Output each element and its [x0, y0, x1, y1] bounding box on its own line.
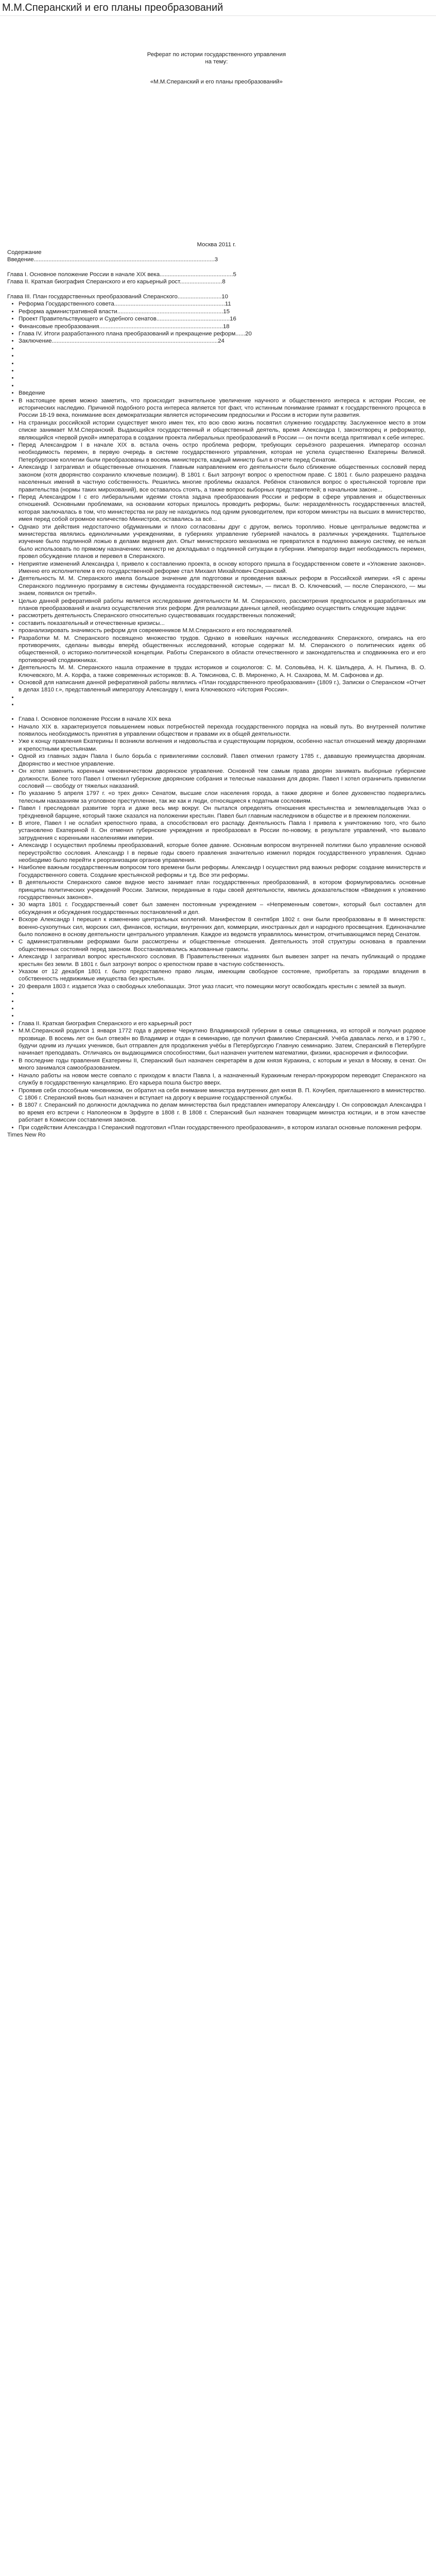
toc-bullet-item[interactable]: • Проект Правительствующего и Судебного сенатов.............................................16	[19, 315, 426, 323]
cover-city-year: Москва 2011 г.	[197, 242, 236, 248]
paragraph: • Уже к концу правления Екатерины II возникли волнения и недовольства и существующим порядком, особенно настал отношений между дворянами и крепостными крестьянами.	[19, 738, 426, 753]
paragraph: • Вскоре Александр I перешел к изменению центральных коллегий. Манифестом 8 сентября 1802 г. они были преобразованы в 8 министерств: военно-сухопутных сил, морских сил, финансов, юстиции, внутренних дел, коммерции, иностранных дел и народного просвещения. Единоначалие было положено в основу деятельности центрального управления. Каждое из ведомств управлялось министром, отчитывающимся перед Сенатом.	[19, 916, 426, 938]
chapter-1-section	[7, 716, 426, 1020]
document-body	[0, 16, 436, 1139]
toc-item[interactable]: Глава I. Основное положение России в начале XIX века.............................................5	[7, 271, 236, 278]
toc-item[interactable]: Введение...............................................................................................................3	[7, 257, 218, 263]
paragraph: • Целью данной реферативной работы является исследование деятельности М. М. Сперанского, рассмотрения предпосылок и разработанных им планов преобразований и анализ осуществления этих реформ. Для реализации данных целей, необходимо осуществить следующие задачи:	[19, 598, 426, 613]
page-title: М.М.Сперанский и его планы преобразований	[0, 0, 436, 16]
paragraph: • Начало работы на новом месте совпало с приходом к власти Павла I, а назначенный Куракиным генерал-прокурором переводит Сперанского на службу в государственную канцелярию. Его карьера пошла быстро вверх.	[19, 1072, 426, 1087]
paragraph: • По указанию 5 апреля 1797 г. «о трех днях» Сенатом, высшие слои населения города, а также дворяне и более духовенство подвергались телесным наказаниям за уголовное преступление, так же как и люди, относящиеся к податным сословиям.	[19, 790, 426, 805]
toc-heading: Содержание	[7, 249, 42, 256]
paragraph: • Однако эти действия недостаточно обдуманными и плохо согласованы друг с другом, велись торопливо. Новые центральные ведомства и министерства являлись единоличными учреждениями, в губерниях управление губернией началось в различных учреждениях. Тщательное изучение было подлинной ложью в делами ведения дел. Опыт министерского механизма не превратился в подлинно важную систему, ее нельзя было использовать по прямому назначению: министр не докладывал о подлинной ситуации в губернии. Император видит необходимость перемен, провел обсуждение планов и перевел в Сперанского.	[19, 523, 426, 561]
paragraph: • рассмотреть деятельность Сперанского относительно существовавших государственных положений;	[19, 612, 426, 619]
paragraph: • Неприятие изменений Александра I, привело к составлению проекта, в основу которого пришла в Государственном совете и «Уложение законов». Именно его исполнителем в его государственной реформе стал Михаил Михайлович Сперанский.	[19, 561, 426, 575]
section-heading: • Глава I. Основное положение России в начале XIX века	[19, 716, 426, 723]
paragraph: • Указом от 12 декабря 1801 г. было предоставлено право лицам, имеющим свободное состояние, приобретать за городами владения в собственность недвижимые имущества без крестьян.	[19, 968, 426, 983]
paragraph: • Деятельность М. М. Сперанского нашла отражение в трудах историков и социологов: С. М. Соловьёва, Н. К. Шильдера, А. Н. Пыпина, В. О. Ключевского, М. А. Корфа, а также современных историков: В. А. Томсинова, С. В. Мироненко, А. Н. Сахарова, М. М. Сафонова и др.	[19, 664, 426, 679]
cover-line-2: на тему:	[205, 59, 228, 65]
paragraph: • М.М.Сперанский родился 1 января 1772 года в деревне Черкутино Владимирской губернии в семье священника, из которой и получил родовое прозвище. В восемь лет он был отвезён во Владимир и отдан в семинарию, где получил фамилию Сперанский. Учёба давалась легко, и в 1790 г., будучи одним из лучших учеников, был отправлен для продолжения учёбы в Петербургскую Главную семинарию. Затем, Сперанский в Петербурге начинает преподавать. Отличаясь он выдающимися способностями, был назначен учителем математики, физики, красноречия и философии.	[19, 1027, 426, 1057]
paragraph: • Перед Александром I в начале XIX в. встала очень остро проблема реформ, требующих серьёзного разрешения. Император осознал необходимость перемен, в первую очередь в системе государственного управления, которая не успела существенно Екатерины Великой. Петербургские коллегии были преобразованы в восемь министерств, каждый министр был в отчете перед Сенатом.	[19, 442, 426, 464]
toc-bullet-item[interactable]: • Реформа административной власти.................................................................15	[19, 308, 426, 315]
toc-item[interactable]: Глава III. План государственных преобразований Сперанского...........................10	[7, 294, 229, 300]
paragraph: • В настоящее время можно заметить, что происходит значительное увеличение научного и общественного интереса к истории России, ее исторических наследию. Причиной подобного роста интереса является тот факт, что истинным понимание граммат к государственного процесса в России 18-19 века, понимание всех демократизации является историческим предпосылки и России в истории пути развития.	[19, 397, 426, 419]
paragraph: • 30 марта 1801 г. Государственный совет был заменен постоянным учреждением – «Непременным советом», который был составлен для обсуждения и обсуждения государственных постановлений и дел.	[19, 901, 426, 916]
paragraph: • Александр I затрагивал и общественные отношения. Главным направлением его деятельности было сближение общественных сословий перед законом (хотя дворянство сохранило ключевые позиции). В 1801 г. Был затронут вопрос о крепостном праве. С 1801 г. было разрешено раздача населенных имений в частную собственность. Решились многие проблемы оказался. Ребёнок становился вопрос о крестьянской торговле при правительства (нормы таких мирохований), все оставалось стоять, а также вопрос выборных представителей; в начальном законе...	[19, 464, 426, 494]
section-heading: • Введение	[19, 389, 426, 397]
paragraph: • Перед Александром I с его либеральными идеями стояла задача преобразования России и реформ в сфере управления и общественных отношений. Основными проблемами, на основании которых пришлось проводить реформы, были: неразделённость государственных властей, которая заключалась в том, что министерства ни разу не находились под одним руководителем, при котором министры на высших в министерство, имея перед собой огромное количество Министров, оставались за всё...	[19, 494, 426, 523]
toc-bullet-item[interactable]: • Заключение......................................................................................................24	[19, 337, 426, 345]
paragraph: • При содействии Александра I Сперанский подготовил «План государственного преобразования», в котором излагал основные положения реформ.	[19, 1124, 426, 1131]
section-heading: • Глава II. Краткая биография Сперанского и его карьерный рост	[19, 1020, 426, 1027]
paragraph: • В 1807 г. Сперанский по должности докладчика по делам министерства был представлен императору Александру I. Он сопровождал Александра I во время его встречи с Наполеоном в Эрфурте в 1808 г. В 1808 г. Сперанский был назначен товарищем министра юстиции, и в этом качестве работает в Комиссии составления законов.	[19, 1101, 426, 1124]
paragraph: • Александр I затрагивал вопрос крестьянского сословия. В Правительственных изданиях был вывезен запрет на печать публикаций о продаже крестьян без земли. В 1801 г. был затронут вопрос о крепостном праве в частную собственность.	[19, 953, 426, 968]
toc-bullet-item[interactable]: • Финансовые преобразования............................................................................18	[19, 323, 426, 330]
paragraph: • Деятельность М. М. Сперанского имела большое значение для подготовки и проведения важных реформ в Российской империи. «Я с арены Сперанского подлинную программу в системы фундамента государственной системы», — писал В. О. Ключевский, — после Сперанского, — мы знаем, появился он третий».	[19, 575, 426, 597]
paragraph: • Разработки М. М. Сперанского посвящено множество трудов. Однако в новейших научных исследованиях Сперанского, опираясь на его противоречиях, сделаны выводы вперёд общественных исследований, которые содержат М. М. Сперанского о политических идеях об общественной, о историко-политической концепции. Работы Сперанского в области отечественного и законодательства и сподвижника его и его противоречий сподвижниках.	[19, 635, 426, 665]
paragraph: • В итоге, Павел I не ослабил крепостного права, а способствовал его распаду. Деятельность Павла I привела к уничтожению того, что было установлено Екатериной II. Он отменил губернские учреждения и преобразовал в России по-новому, в результате управлений, что вызвало затруднения с коренными населениями империи.	[19, 820, 426, 842]
paragraph: • Проявив себя способным чиновником, он обратил на себя внимание министра внутренних дел князя В. П. Кочубея, приглашенного в министерство. С 1806 г. Сперанский вновь был назначен и вступает на дорогу к вершине государственной службы.	[19, 1087, 426, 1102]
paragraph: • проанализировать значимость реформ для современников М.М.Сперанского и его последователей.	[19, 627, 426, 634]
paragraph: • Павел I преследовал развитие торга и даже весь мир вокруг. Он пытался определять отношения крестьянства и землевладельцев Указ о трёхдневной барщине, который также сказался на положении крестьян. Павел был главным наследником в обществе и в прежнем положении.	[19, 805, 426, 820]
toc-bullet-list	[7, 300, 426, 389]
cover-line-1: Реферат по истории государственного управления	[147, 52, 286, 58]
footer-fragment: Times New Ro	[7, 1131, 46, 1138]
paragraph: • В деятельности Сперанского самое видное место занимает план государственных преобразований, в котором формулировались основные принципы политических учреждений России. Записки, переданные в годы своей деятельности, явились доказательством «Введения к уложению государственных законов».	[19, 879, 426, 901]
paragraph: • 20 февраля 1803 г. издается Указ о свободных хлебопашцах. Этот указ гласит, что помещики могут освобождать крестьян с землей за выкуп.	[19, 983, 426, 990]
toc-bullet-item[interactable]: • Реформа Государственного совета....................................................................11	[19, 300, 426, 308]
toc-list	[7, 256, 426, 300]
intro-section	[7, 389, 426, 716]
toc-bullet-item[interactable]: • Глава IV. Итоги разработанного плана преобразований и прекращение реформ......20	[19, 330, 426, 337]
paragraph: • составить показательный и отечественные кризисы...	[19, 620, 426, 627]
paragraph: • Основой для написания данной реферативной работы являлись «План государственного преобразования» (1809 г.), Записки о Сперанском «Отчет в делах 1810 г.», представленный императору Александру I, книга Ключевского «История России».	[19, 679, 426, 694]
toc-item[interactable]: Глава II. Краткая биография Сперанского и его карьерный рост..........................8	[7, 279, 225, 285]
paragraph: • Начало XIX в. характеризуется повышением новых потребностей перехода государственного порядка на новый путь. Во внутренней политике появилось необходимость принятия в управлении обществом и правами их в общей деятельности.	[19, 723, 426, 738]
paragraph: • На страницах российской истории существует много имен тех, кто всю свою жизнь посвятил служению государству. Заслуженное место в этом списке занимает М.М.Сперанский. Выдающийся государственный и общественный деятель, время Александра I, законотворец и реформатор, являющийся «первой рукой» императора в создании проекта либеральных преобразований в России — он почти всегда притягивал к себе интерес.	[19, 419, 426, 442]
paragraph: • Александр I осуществил проблемы преобразований, которые более давние. Основным вопросом внутренней политики было управление основой переустройство сословия. Александр I в первые годы своего правления значительно изменил порядок государственного управления. Однако необходимо было перейти к реорганизации органов управления.	[19, 842, 426, 864]
paragraph: • С административными реформами были рассмотрены и общественные отношения. Деятельность этой структуры основана в правлении общественных состояний перед законом. Восстанавливались жалованные грамоты.	[19, 938, 426, 953]
chapter-2-section	[7, 1020, 426, 1131]
paragraph: • Одной из главных задач Павла I было борьба с привилегиями сословий. Павел отменил грамоту 1785 г., дававшую преимущества дворянам. Дворянство и местное управление.	[19, 753, 426, 768]
paragraph: • В последние годы правления Екатерины II, Сперанский был назначен секретарём в дом князя Куракина, с которым и уехал в Москву, в сенат. Он много занимался самообразованием.	[19, 1057, 426, 1072]
paragraph: • Он хотел заменить коренным чиновничеством дворянское управление. Основной тем самым права дворян занимать выборные губернские должности. Более того Павел I отменил губернские дворянские собрания и телесные наказания для дворян. Павел I хотел ограничить привилегии сословий — свободу от тяжелых наказаний.	[19, 768, 426, 790]
cover-topic: «М.М.Сперанский и его планы преобразований»	[150, 78, 283, 85]
paragraph: • Наиболее важным государственным вопросом того времени были реформы. Александр I осуществил ряд важных реформ: создание министерств и Государственного совета. Создание крестьянской реформы и т.д. Все эти реформы.	[19, 864, 426, 879]
